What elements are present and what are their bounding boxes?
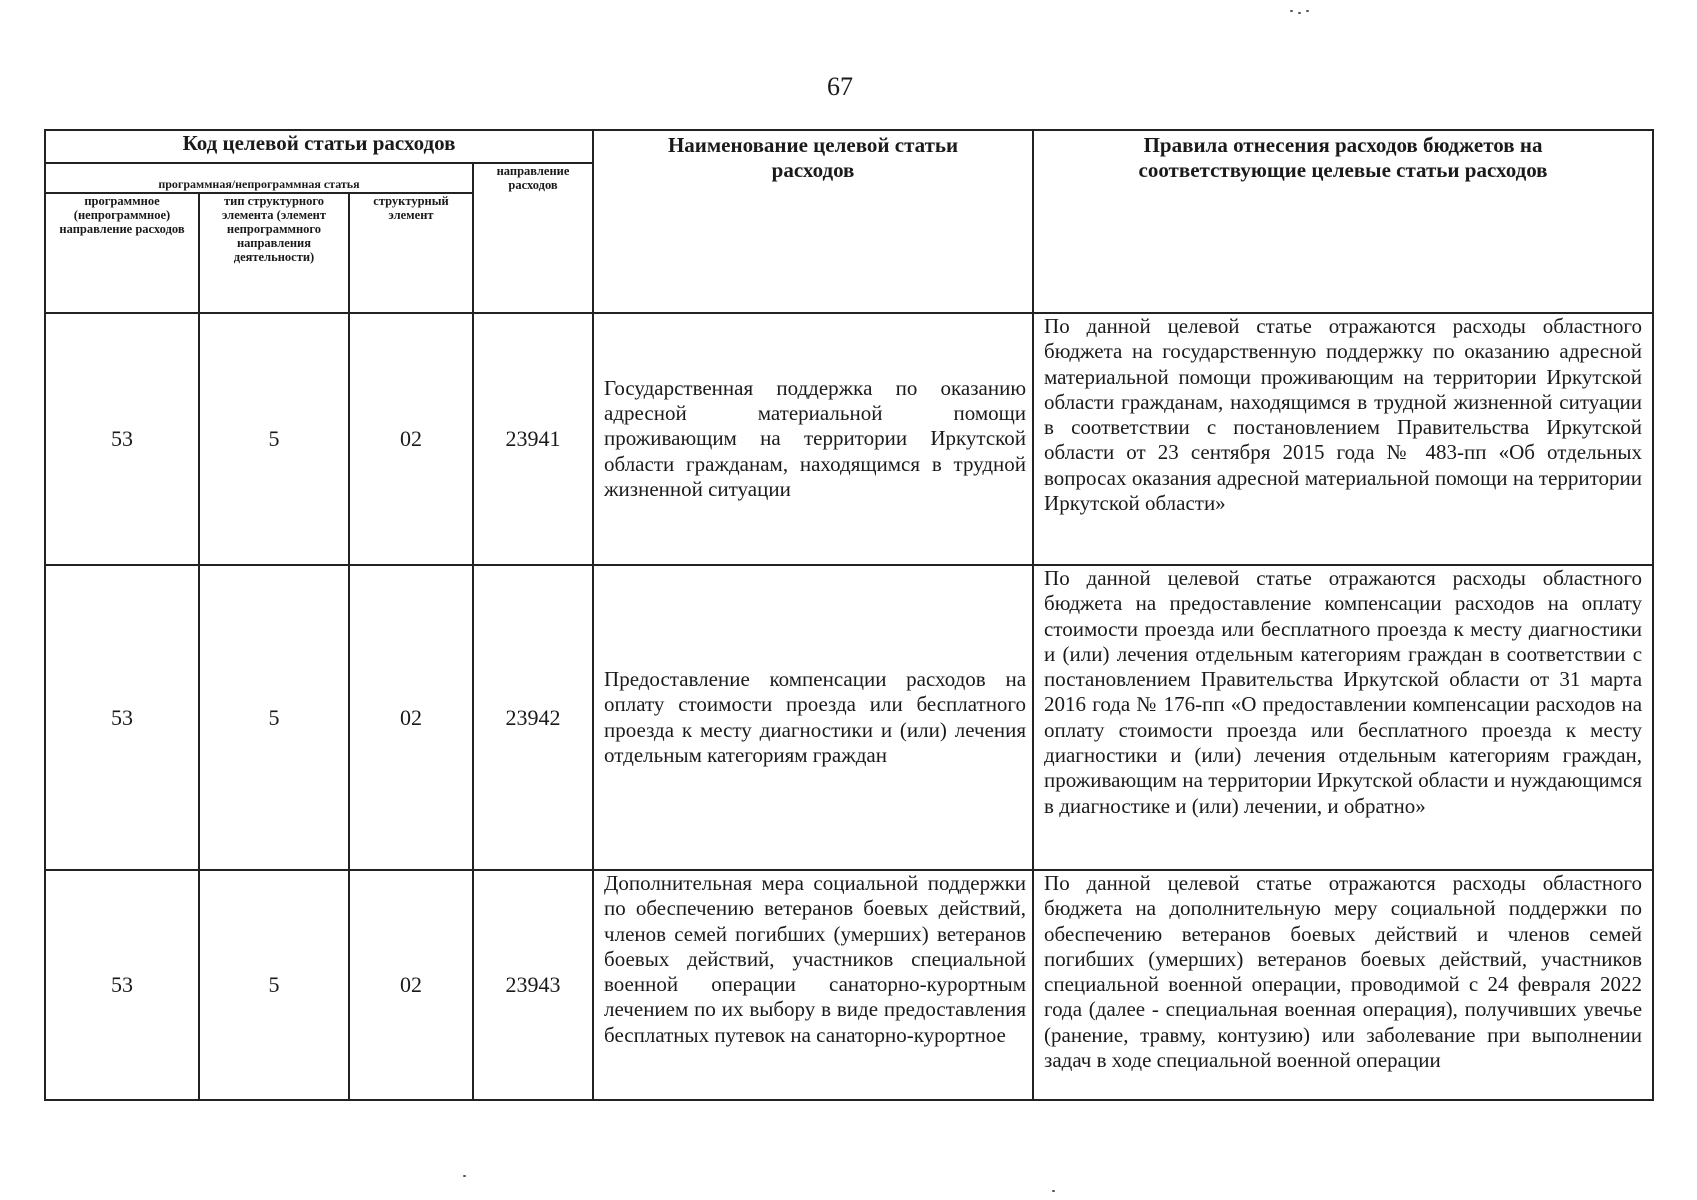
scan-speck (1052, 1190, 1055, 1192)
code-group-header: Код целевой статьи расходов (45, 130, 593, 163)
scan-speck (463, 1175, 466, 1177)
table-row (45, 565, 1653, 870)
table-row (45, 870, 1653, 1100)
scan-speck (1298, 12, 1301, 14)
element-type-header: тип структурного элемента (элемент непрограммного направления деятельности) (199, 193, 349, 313)
program-direction-header: программное (непрограммное) направление расходов (45, 193, 199, 313)
rules-column-header: Правила отнесения расходов бюджетов на соответствующие целевые статьи расходов (1033, 130, 1653, 313)
direction-code-cell: 23942 (473, 565, 593, 870)
program-article-header: программная/непрограммная статья (45, 163, 473, 193)
table-row (45, 313, 1653, 565)
program-code-cell: 53 (45, 870, 199, 1100)
element-code-cell: 02 (349, 870, 473, 1100)
article-name-cell: Дополнительная мера социальной поддержки по обеспечению ветеранов боевых действий, членов семей погибших (умерших) ветеранов боевых действий, участников специальной военной операции санаторно-курортным лечением по их выбору в виде предоставления бесплатных путевок на санаторно-курортное (593, 870, 1033, 1100)
direction-code-cell: 23941 (473, 313, 593, 565)
element-code-cell: 02 (349, 313, 473, 565)
type-code-cell: 5 (199, 565, 349, 870)
type-code-cell: 5 (199, 870, 349, 1100)
direction-code-cell: 23943 (473, 870, 593, 1100)
element-code-cell: 02 (349, 565, 473, 870)
article-rule-cell: По данной целевой статье отражаются расходы областного бюджета на дополнительную меру социальной поддержки по обеспечению ветеранов боевых действий и членов семей погибших (умерших) ветеранов боевых действий, участников специальной военной операции, проводимой с 24 февраля 2022 года (далее - специальная военная операция), получивших увечье (ранение, травму, контузию) или заболевание при выполнении задач в ходе специальной военной операции (1033, 870, 1653, 1100)
direction-header: направление расходов (473, 163, 593, 313)
structural-element-header: структурный элемент (349, 193, 473, 313)
article-name-cell: Предоставление компенсации расходов на оплату стоимости проезда или бесплатного проезда к месту диагностики и (или) лечения отдельным категориям граждан (593, 565, 1033, 870)
scan-speck (1290, 10, 1293, 12)
program-code-cell: 53 (45, 565, 199, 870)
target-articles-table (44, 129, 1654, 1101)
program-code-cell: 53 (45, 313, 199, 565)
name-column-header: Наименование целевой статьи расходов (593, 130, 1033, 313)
page-number: 67 (827, 72, 853, 101)
scan-speck (1306, 10, 1309, 12)
article-rule-cell: По данной целевой статье отражаются расходы областного бюджета на государственную поддержку по оказанию адресной материальной помощи проживающим на территории Иркутской области гражданам, находящимся в трудной жизненной ситуации в соответствии с постановлением Правительства Иркутской области от 23 сентября 2015 года № 483-пп «Об отдельных вопросах оказания адресной материальной помощи на территории Иркутской области» (1033, 313, 1653, 565)
article-rule-cell: По данной целевой статье отражаются расходы областного бюджета на предоставление компенсации расходов на оплату стоимости проезда или бесплатного проезда к месту диагностики и (или) лечения отдельным категориям граждан в соответствии с постановлением Правительства Иркутской области от 31 марта 2016 года № 176-пп «О предоставлении компенсации расходов на оплату стоимости проезда или бесплатного проезда к месту диагностики и (или) лечения отдельным категориям граждан, проживающим на территории Иркутской области и нуждающимся в диагностике и (или) лечении, и обратно» (1033, 565, 1653, 870)
article-name-cell: Государственная поддержка по оказанию адресной материальной помощи проживающим на территории Иркутской области гражданам, находящимся в трудной жизненной ситуации (593, 313, 1033, 565)
type-code-cell: 5 (199, 313, 349, 565)
